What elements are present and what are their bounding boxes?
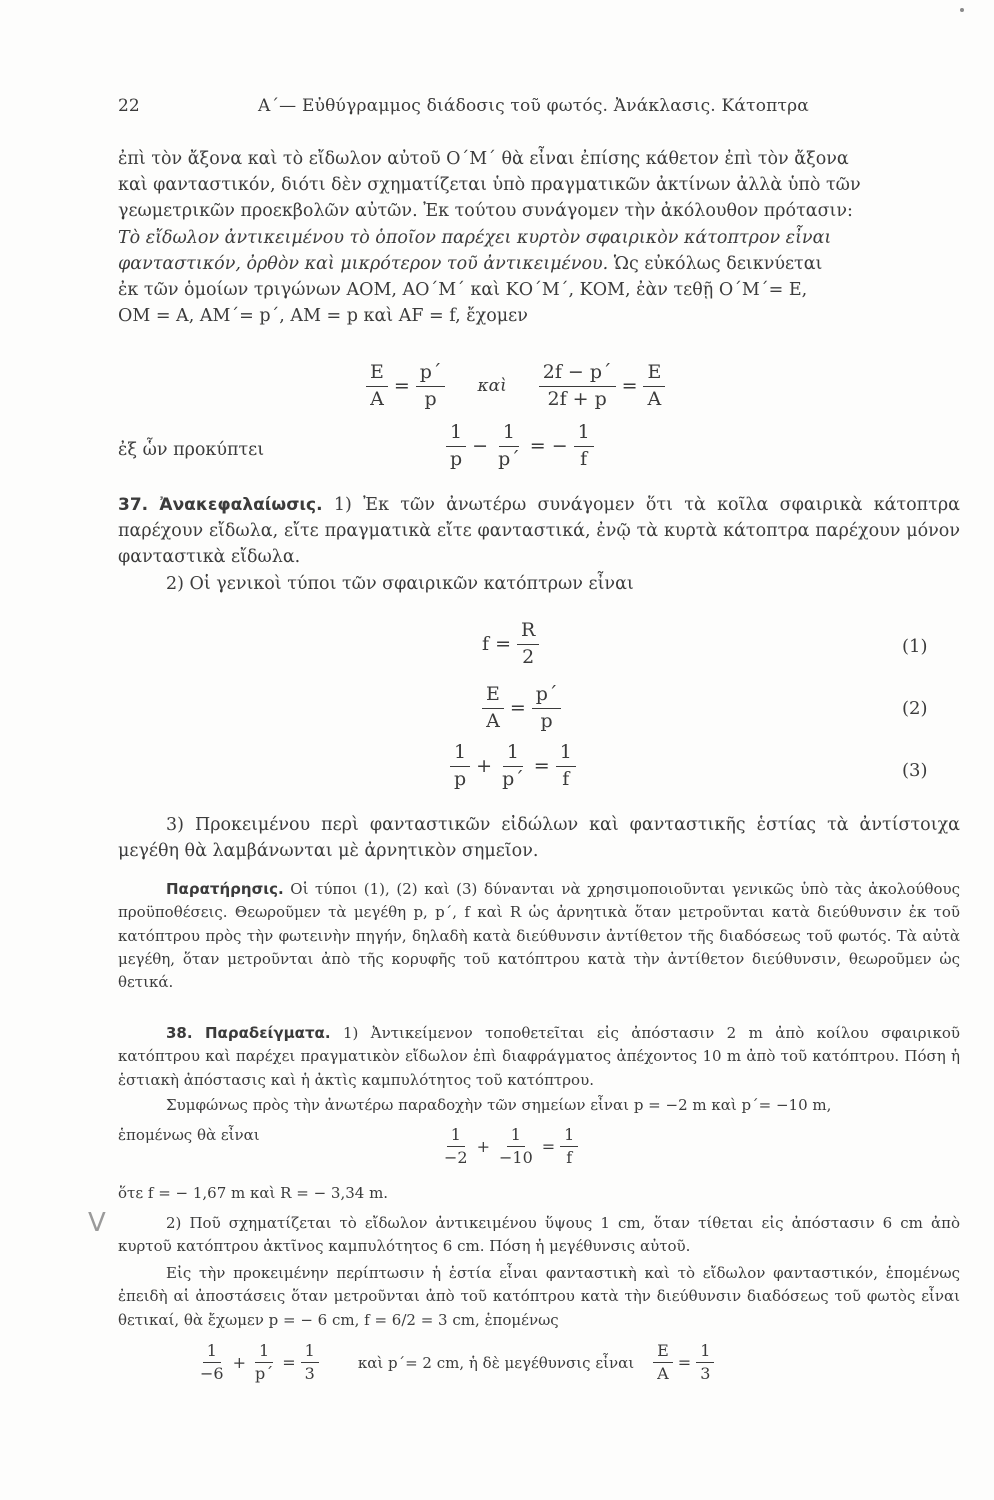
fraction: $\frac{1}{p}$ <box>446 422 466 471</box>
fraction: $\frac{1}{f}$ <box>574 422 594 471</box>
example-2-mid-text: καὶ p΄= 2 cm, ἡ δὲ μεγέθυνσις εἶναι <box>357 1353 635 1372</box>
page-number: 22 <box>118 96 140 116</box>
intro-line-rest: Ὡς εὐκόλως δεικνύεται <box>613 253 823 274</box>
formula-2: $\frac{E}{A}$ = $\frac{p΄}{p}$ <box>482 684 561 733</box>
intro-line: ἐκ τῶν ὁμοίων τριγώνων ΑΟΜ, ΑΟ΄Μ΄ καὶ ΚΟ΄Μ΄, ΚΟΜ, ἐὰν τεθῇ O΄M΄= E, <box>118 280 808 301</box>
intro-line: ἐπὶ τὸν ἄξονα καὶ τὸ εἴδωλον αὐτοῦ O΄M΄ θὰ εἶναι ἐπίσης κάθετον ἐπὶ τὸν ἄξονα <box>118 149 849 169</box>
proposition-italic-end: φανταστικόν, ὀρθὸν καὶ μικρότερον τοῦ ἀντικειμένου. <box>118 253 609 274</box>
section-number: 37. <box>118 495 149 515</box>
example-1-equation: $\frac{1}{-2}$ + $\frac{1}{-10}$ = $\frac{1}{f}$ <box>440 1126 578 1168</box>
section-37-para1: 37. Ἀνακεφαλαίωσις. 1) Ἐκ τῶν ἀνωτέρω συνάγομεν ὅτι τὰ κοῖλα σφαιρικὰ κάτοπτρα παρέχουν εἴδωλα, εἴτε πραγματικὰ εἴτε φανταστικά, ἐνῷ τὰ κυρτὰ κάτοπτρα παρέχουν μόνον φανταστικὰ εἴδωλα. <box>118 495 960 568</box>
section-37 <box>118 492 960 597</box>
fraction: $\frac{E}{A}$ <box>653 1342 673 1384</box>
running-header <box>118 96 954 124</box>
section-title: Ἀνακεφαλαίωσις. <box>159 495 323 515</box>
fraction: $\frac{1}{p΄}$ <box>498 421 520 470</box>
margin-check-mark: V <box>88 1208 106 1238</box>
conjunction: καὶ <box>477 376 507 397</box>
equation-similar-triangles: $\frac{E}{A}$ = $\frac{p΄}{p}$ καὶ $\frac{2f - p΄}{2f + p}$ = $\frac{E}{A}$ <box>366 362 665 411</box>
section-37-para2: 2) Οἱ γενικοὶ τύποι τῶν σφαιρικῶν κατόπτρων εἶναι <box>166 573 634 594</box>
example-1-lead: ἑπομένως θὰ εἶναι <box>118 1126 260 1144</box>
fraction: $\frac{E}{A}$ <box>366 362 388 411</box>
equation-lead: ἐξ ὧν προκύπτει <box>118 440 265 460</box>
fraction: $\frac{2f - p΄}{2f + p}$ <box>539 362 616 411</box>
fraction: $\frac{1}{-10}$ <box>499 1125 533 1168</box>
example-1-result: ὅτε f = − 1,67 m καὶ R = − 3,34 m. <box>118 1184 389 1202</box>
fraction: $\frac{1}{3}$ <box>696 1342 714 1384</box>
formula-label: (3) <box>902 760 928 781</box>
example-1-solution: Συμφώνως πρὸς τὴν ἀνωτέρω παραδοχὴν τῶν σημείων εἶναι p = −2 m καὶ p΄= −10 m, <box>166 1096 832 1114</box>
section-number: 38. <box>166 1024 193 1042</box>
fraction: $\frac{E}{A}$ <box>482 684 504 733</box>
section-38-example-1: 38. Παραδείγματα. 1) Ἀντικείμενον τοποθετεῖται εἰς ἀπόστασιν 2 m ἀπὸ κοίλου σφαιρικοῦ κατόπτρου καὶ παρέχει πραγματικὸν εἴδωλον ἐπὶ διαφράγματος ἀπέχοντος 10 m ἀπὸ τοῦ κατόπτρου. Πόση ἡ ἑστιακὴ ἀπόστασις καὶ ἡ ἀκτὶς καμπυλότητος τοῦ κατόπτρου. <box>118 1024 960 1089</box>
intro-line: καὶ φανταστικόν, διότι δὲν σχηματίζεται ὑπὸ πραγματικῶν ἀκτίνων ἀλλὰ ὑπὸ τῶν <box>118 175 861 196</box>
fraction: $\frac{p΄}{p}$ <box>532 684 562 733</box>
section-37-para3: 3) Προκειμένου περὶ φανταστικῶν εἰδώλων καὶ φανταστικῆς ἑστίας τὰ ἀντίστοιχα μεγέθη θὰ λαμβάνωνται μὲ ἀρνητικὸν σημεῖον. <box>118 815 960 862</box>
intro-paragraph <box>118 146 960 329</box>
section-38-example-2: 2) Ποῦ σχηματίζεται τὸ εἴδωλον ἀντικειμένου ὕψους 1 cm, ὅταν τίθεται εἰς ἀπόστασιν 6 cm ἀπὸ κυρτοῦ κατόπτρου ἀκτῖνος καμπυλότητος 6 cm. Πόση ἡ μεγέθυνσις αὐτοῦ. <box>118 1214 960 1256</box>
running-title: A΄— Εὐθύγραμμος διάδοσις τοῦ φωτός. Ἀνάκλασις. Κάτοπτρα <box>258 96 809 116</box>
fraction: $\frac{1}{p}$ <box>450 742 470 791</box>
intro-line: γεωμετρικῶν προεκβολῶν αὐτῶν. Ἐκ τούτου συνάγομεν τὴν ἀκόλουθον πρότασιν: <box>118 201 853 222</box>
intro-line: OM = A, AM΄= p΄, AM = p καὶ AF = f, ἔχομεν <box>118 306 528 327</box>
fraction: $\frac{1}{p΄}$ <box>255 1341 274 1384</box>
fraction: $\frac{1}{3}$ <box>301 1342 319 1384</box>
formula-label: (1) <box>902 636 928 657</box>
proposition-italic: Τὸ εἴδωλον ἀντικειμένου τὸ ὁποῖον παρέχει κυρτὸν σφαιρικὸν κάτοπτρον εἶναι <box>118 227 832 248</box>
fraction: $\frac{p΄}{p}$ <box>416 362 446 411</box>
fraction: $\frac{1}{f}$ <box>560 1126 578 1168</box>
fraction: $\frac{1}{f}$ <box>556 742 576 791</box>
remark-title: Παρατήρησις. <box>166 880 284 898</box>
fraction: $\frac{E}{A}$ <box>643 362 665 411</box>
formula-label: (2) <box>902 698 928 719</box>
section-title: Παραδείγματα. <box>205 1024 331 1042</box>
example-2-equation: $\frac{1}{-6}$ + $\frac{1}{p΄}$ = $\frac{1}{3}$ καὶ p΄= 2 cm, ἡ δὲ μεγέθυνσις εἶναι $\frac{E}{A}$ = $\frac{1}{3}$ <box>196 1342 714 1384</box>
remark-paragraph: Παρατήρησις. Οἱ τύποι (1), (2) καὶ (3) δύνανται νὰ χρησιμοποιοῦνται γενικῶς ὑπὸ τὰς ἀκολούθους προϋποθέσεις. Θεωροῦμεν τὰ μεγέθη p, p΄, f καὶ R ὡς ἀρνητικὰ ὅταν μετροῦνται κατὰ διεύθυνσιν ἐκ τοῦ κατόπτρου πρὸς τὴν φωτεινὴν πηγήν, δηλαδὴ κατὰ διεύθυνσιν ἀντίθετον τῆς διαδόσεως τοῦ φωτός. Τὰ αὐτὰ μεγέθη, ὅταν μετροῦνται ἀπὸ τῆς κορυφῆς τοῦ κατόπτρου κατὰ τὴν ἀντίθετον διεύθυνσιν, θεωροῦμεν ὡς θετικά. <box>118 880 960 992</box>
mirror-equation-derived: $\frac{1}{p}$ − $\frac{1}{p΄}$ = − $\frac{1}{f}$ <box>446 422 594 471</box>
formula-3: $\frac{1}{p}$ + $\frac{1}{p΄}$ = $\frac{1}{f}$ <box>450 742 576 791</box>
formula-1: f = $\frac{R}{2}$ <box>482 620 539 669</box>
fraction: $\frac{1}{-2}$ <box>444 1125 468 1168</box>
fraction: $\frac{1}{p΄}$ <box>502 741 524 790</box>
print-speck <box>960 8 964 12</box>
example-2-solution: Εἰς τὴν προκειμένην περίπτωσιν ἡ ἑστία εἶναι φανταστικὴ καὶ τὸ εἴδωλον φανταστικόν, ἑπομένως ἐπειδὴ αἱ ἀποστάσεις ὅταν μετροῦνται ἀπὸ τοῦ κατόπτρου κατὰ τὴν διεύθυνσιν διαδόσεως τοῦ φωτὸς εἶναι θετικαί, θὰ ἔχωμεν p = − 6 cm, f = 6/2 = 3 cm, ἑπομένως <box>118 1264 960 1329</box>
intro-line <box>118 251 960 277</box>
fraction: $\frac{1}{-6}$ <box>200 1341 224 1384</box>
fraction: $\frac{R}{2}$ <box>517 620 539 669</box>
